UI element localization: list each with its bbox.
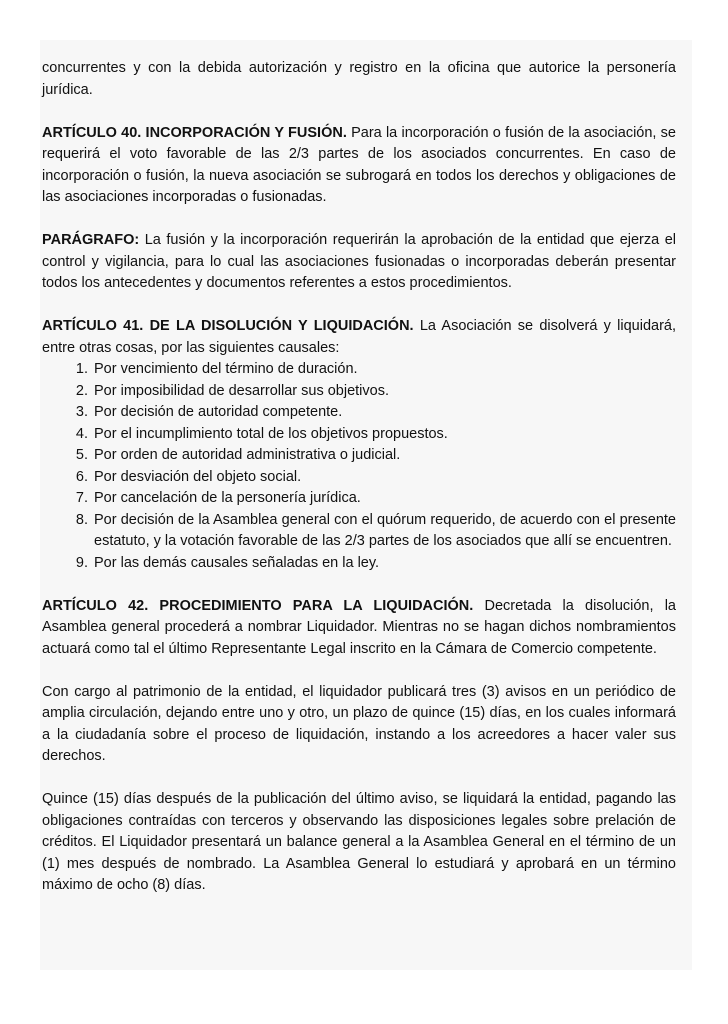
article-42-heading: ARTÍCULO 42. PROCEDIMIENTO PARA LA LIQUIDACIÓN. — [42, 597, 474, 614]
list-item: 3. Por decisión de autoridad competente. — [92, 402, 676, 424]
article-42-text: Decretada la disolución, la Asamblea general procederá a nombrar Liquidador. Mientras no se hagan dichos nombramientos actuará como tal el último Representante Legal inscrito en la Cámara de Comercio competente. — [42, 597, 676, 657]
article-41-heading: ARTÍCULO 41. DE LA DISOLUCIÓN Y LIQUIDACIÓN. — [42, 318, 414, 334]
list-item: 1. Por vencimiento del término de duración. — [92, 359, 676, 381]
list-item: 5. Por orden de autoridad administrativa o judicial. — [92, 445, 676, 467]
article-41-paragraph — [42, 316, 676, 359]
article-40-paragraph — [42, 123, 676, 209]
article-42-paragraph-2: Con cargo al patrimonio de la entidad, el liquidador publicará tres (3) avisos en un periódico de amplia circulación, dejando entre uno y otro, un plazo de quince (15) días, en los cuales informará a la ciudadanía sobre el proceso de liquidación, instando a los acreedores a hacer valer sus derechos. — [42, 683, 676, 764]
list-item: 4. Por el incumplimiento total de los objetivos propuestos. — [92, 424, 676, 446]
list-item: 9. Por las demás causales señaladas en la ley. — [92, 553, 676, 575]
list-item: 7. Por cancelación de la personería jurídica. — [92, 488, 676, 510]
intro-paragraph: concurrentes y con la debida autorización y registro en la oficina que autorice la personería jurídica. — [42, 60, 676, 98]
article-42-paragraph-3: Quince (15) días después de la publicación del último aviso, se liquidará la entidad, pagando las obligaciones contraídas con terceros y observando las disposiciones legales sobre prelación de créditos. El Liquidador presentará un balance general a la Asamblea General en el término de un (1) mes después de nombrado. La Asamblea General lo estudiará y aprobará en un término máximo de ocho (8) días. — [42, 791, 676, 893]
article-40-text: Para la incorporación o fusión de la asociación, se requerirá el voto favorable de las 2/3 partes de los asociados concurrentes. En caso de incorporación o fusión, la nueva asociación se subrogará en todos los derechos y obligaciones de las asociaciones incorporadas o fusionadas. — [42, 124, 676, 205]
article-40-heading: ARTÍCULO 40. INCORPORACIÓN Y FUSIÓN. — [42, 124, 347, 141]
list-item: 8. Por decisión de la Asamblea general con el quórum requerido, de acuerdo con el presente estatuto, y la votación favorable de las 2/3 partes de los asociados que allí se encuentren. — [92, 510, 676, 553]
list-item: 6. Por desviación del objeto social. — [92, 467, 676, 489]
article-42-paragraph — [42, 596, 676, 661]
paragrafo-heading: PARÁGRAFO: — [42, 232, 140, 248]
causales-list — [42, 359, 676, 574]
paragrafo-paragraph — [42, 230, 676, 295]
list-item: 2. Por imposibilidad de desarrollar sus objetivos. — [92, 381, 676, 403]
document-body — [40, 40, 692, 970]
paragrafo-text: La fusión y la incorporación requerirán la aprobación de la entidad que ejerza el control y vigilancia, para lo cual las asociaciones fusionadas o incorporadas deberán presentar todos los antecedentes y documentos referentes a estos procedimientos. — [42, 232, 676, 291]
article-41-text: La Asociación se disolverá y liquidará, entre otras cosas, por las siguientes causales: — [42, 318, 677, 356]
